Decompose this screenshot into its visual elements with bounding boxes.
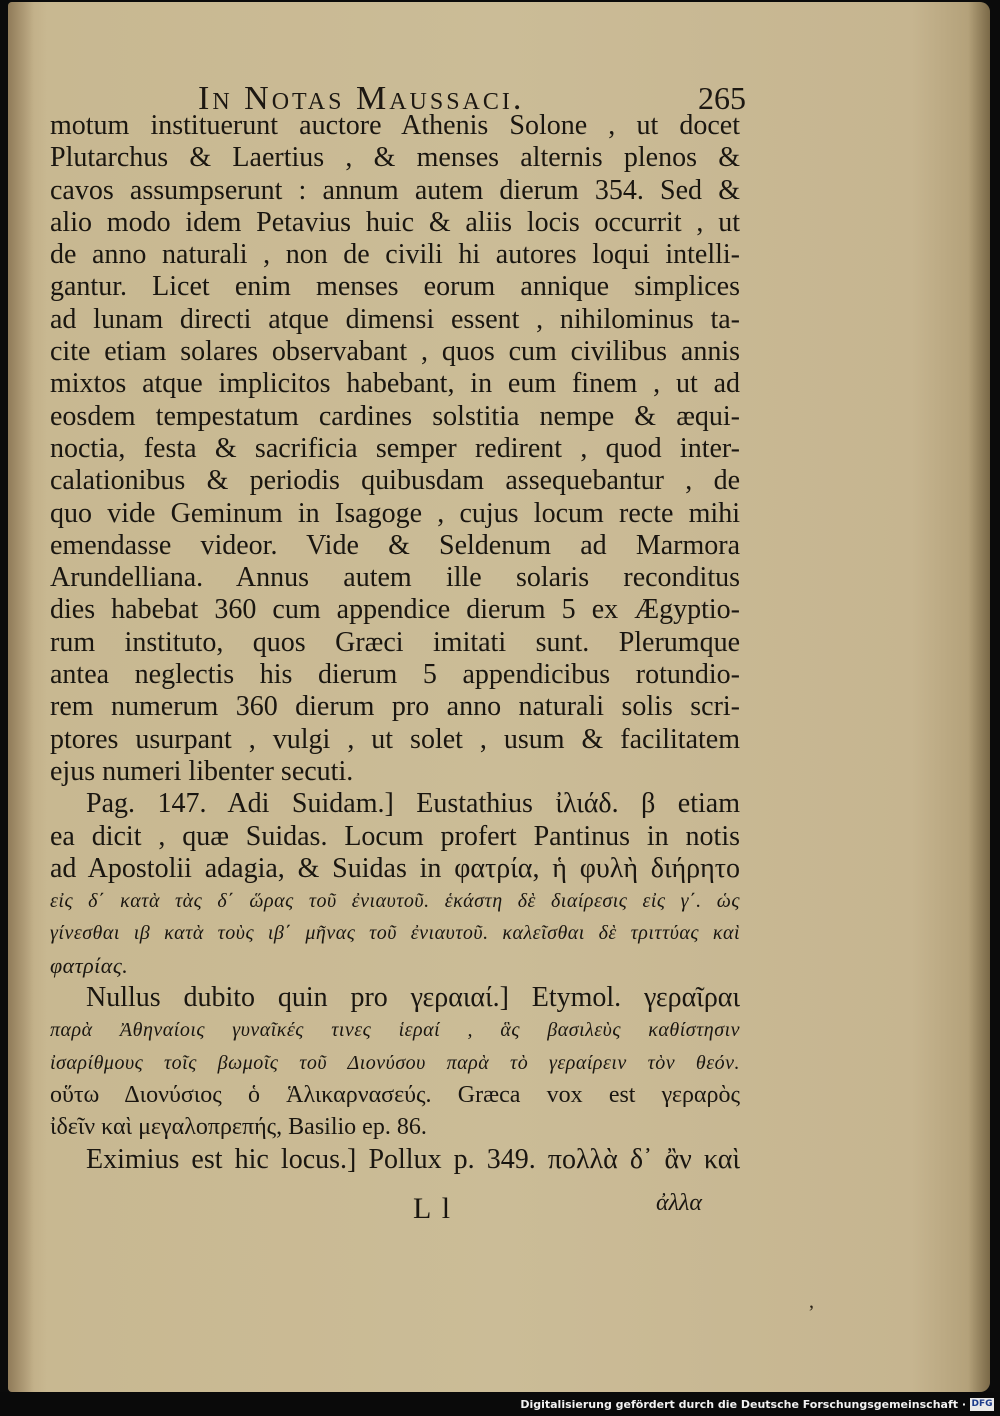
text-line: rum instituto, quos Græci imitati sunt. Plerumque bbox=[50, 626, 740, 658]
text-line: noctia, festa & sacrificia semper redirent , quod inter- bbox=[50, 432, 740, 464]
text-line: οὕτω Διονύσιος ὁ Ἁλικαρνασεύς. Græca vox est γεραρὸς bbox=[50, 1081, 740, 1108]
page-number: 265 bbox=[698, 80, 746, 116]
greek-line: φατρίας. bbox=[50, 952, 129, 978]
text-line: Eximius est hic locus.] Pollux p. 349. πολλὰ δ᾽ ἂν καὶ bbox=[86, 1143, 740, 1175]
body-text bbox=[50, 110, 740, 1176]
signature-mark: L l bbox=[413, 1192, 453, 1225]
greek-line: γίνεσθαι ιβ κατὰ τοὺς ιβ΄ μῆνας τοῦ ἐνιαυτοῦ. καλεῖσθαι δὲ τριττύας καὶ bbox=[50, 922, 740, 945]
text-line: rem numerum 360 dierum pro anno naturali solis scri- bbox=[50, 691, 740, 723]
text-line: quo vide Geminum in Isagoge , cujus locum recte mihi bbox=[50, 497, 740, 529]
running-head: In Notas Maussaci. bbox=[198, 80, 525, 117]
text-line: Pag. 147. Adi Suidam.] Eustathius ἰλιάδ. β etiam bbox=[86, 788, 740, 820]
book-page bbox=[8, 2, 990, 1392]
paragraph-4 bbox=[50, 1144, 740, 1176]
paragraph-2 bbox=[50, 788, 740, 982]
text-line: Nullus dubito quin pro γεραιαί.] Etymol. γεραῖραι bbox=[86, 982, 740, 1014]
text-line: eosdem tempestatum cardines solstitia nempe & æqui- bbox=[50, 400, 740, 432]
text-line: alio modo idem Petavius huic & aliis locis occurrit , ut bbox=[50, 206, 740, 238]
text-line: ἰδεῖν καὶ μεγαλοπρεπής, Basilio ep. 86. bbox=[50, 1114, 427, 1141]
text-line: ptores usurpant , vulgi , ut solet , usum & facilitatem bbox=[50, 723, 740, 755]
greek-line: ἰσαρίθμους τοῖς βωμοῖς τοῦ Διονύσου παρὰ τὸ γεραίρειν τὸν θεόν. bbox=[50, 1051, 740, 1074]
text-line: cavos assumpserunt : annum autem dierum 354. Sed & bbox=[50, 174, 740, 206]
text-line: cite etiam solares observabant , quos cum civilibus annis bbox=[50, 336, 740, 368]
dfg-logo: DFG bbox=[971, 1399, 993, 1409]
greek-line: παρὰ Ἀθηναίοις γυναῖκές τινες ἱεραί , ἃς βασιλεὺς καθίστησιν bbox=[50, 1019, 740, 1042]
catchword: ἀλλα bbox=[656, 1190, 702, 1216]
text-line: ejus numeri libenter secuti. bbox=[50, 755, 354, 787]
text-line: ad Apostolii adagia, & Suidas in φατρία, ἡ φυλὴ διήρητο bbox=[50, 852, 740, 884]
text-line: Plutarchus & Laertius , & menses alternis plenos & bbox=[50, 142, 740, 174]
funding-credit: Digitalisierung gefördert durch die Deutsche Forschungsgemeinschaft · bbox=[520, 1398, 966, 1411]
page-edge-shadow bbox=[968, 2, 990, 1392]
text-line: dies habebat 360 cum appendice dierum 5 ex Ægyptio- bbox=[50, 594, 740, 626]
gutter-shadow bbox=[8, 2, 34, 1392]
text-line: motum instituerunt auctore Athenis Solone , ut docet bbox=[50, 110, 740, 141]
text-line: mixtos atque implicitos habebant, in eum finem , ut ad bbox=[50, 368, 740, 400]
text-line: Arundelliana. Annus autem ille solaris reconditus bbox=[50, 562, 740, 594]
text-line: emendasse videor. Vide & Seldenum ad Marmora bbox=[50, 529, 740, 561]
text-line: ad lunam directi atque dimensi essent , nihilominus ta- bbox=[50, 303, 740, 335]
paragraph-1 bbox=[50, 110, 740, 788]
text-line: ea dicit , quæ Suidas. Locum profert Pantinus in notis bbox=[50, 820, 740, 852]
text-line: gantur. Licet enim menses eorum annique simplices bbox=[50, 271, 740, 303]
greek-line: εἰς δ΄ κατὰ τὰς δ΄ ὥρας τοῦ ἐνιαυτοῦ. ἑκάστη δὲ διαίρεσις εἰς γ΄. ὡς bbox=[50, 890, 740, 913]
paragraph-3 bbox=[50, 982, 740, 1143]
text-line: antea neglectis his dierum 5 appendicibus rotundio- bbox=[50, 659, 740, 691]
text-line: calationibus & periodis quibusdam assequebantur , de bbox=[50, 465, 740, 497]
ink-speck: ʼ bbox=[808, 1302, 815, 1324]
text-line: de anno naturali , non de civili hi autores loqui intelli- bbox=[50, 239, 740, 271]
